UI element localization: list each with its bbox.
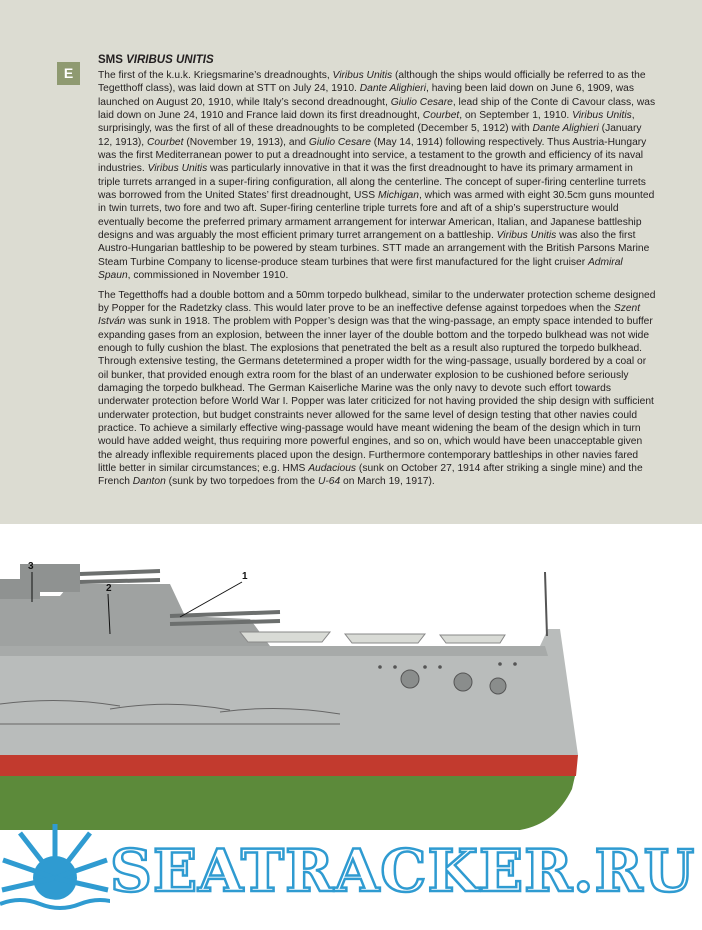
text-run: , on September 1, 1910. [459,110,573,122]
text-run: was also the first Austro-Hungarian battleship to be powered by steam turbines. STT made an arrangement with the British Parsons Marine Steam Turbine Company to license-produce steam turbines that were first manufactured for the light cruiser [98,230,650,268]
text-run: (sunk on October 27, 1914 after striking a single mine) and the French [98,462,643,488]
plate-title [98,52,656,68]
italic-run: Szent István [98,302,641,328]
paragraph-2 [98,289,656,489]
italic-run: Courbet [422,110,460,122]
italic-run: Giulio Cesare [308,136,371,148]
text-run: (although the ships would officially be referred to as the Tegetthoff class), was laid down at STT on July 24, 1910. [98,70,646,95]
text-run: , which was armed with eight 30.5cm guns mounted in twin turrets, two fore and two aft. Super-firing centerline triple turrets fore and aft of a ship’s superstructure would eventually become the preferred primary armament arrangement for interwar American, Italian, and Japanese battleship designs and was arguably the most efficient primary turret arrangement on a battleship. [98,190,655,242]
italic-run: Dante Alighieri [532,123,599,135]
italic-run: Courbet [147,136,184,148]
ships-boat [240,632,330,642]
boot-topping-stripe [0,755,578,776]
italic-run: Admiral Spaun [98,256,623,282]
sun-logo-icon [0,818,110,925]
italic-run: U-64 [317,476,341,488]
plate-letter-badge: E [57,62,80,85]
callout-2: 2 [106,583,112,594]
italic-run: Danton [132,476,166,488]
text-run: , lead ship of the Conte di Cavour class, was laid down on June 24, 1910 and France laid down its first dreadnought, [98,96,656,122]
watermark-text: SEATRACKER.RU [110,837,696,905]
text-run: The first of the k.u.k. Kriegsmarine’s dreadnoughts, [98,70,333,81]
watermark [0,818,702,925]
callout-3: 3 [28,561,34,572]
text-run: on March 19, 1917). [340,476,435,488]
italic-run: Michigan [377,190,419,202]
text-run: , commissioned in November 1910. [127,270,289,282]
title-ship-name: VIRIBUS UNITIS [126,54,214,66]
callout-1: 1 [242,571,248,582]
gun-barrel [80,571,160,574]
italic-run: Dante Alighieri [359,83,426,95]
anchor-hawse [401,670,419,688]
jackstaff [545,572,547,636]
italic-run: Viribus Unitis [332,70,393,81]
text-run: (May 14, 1914) following respectively. Thus Austria-Hungary was the first Mediterranean power to put a dreadnought into service, a testament to the growth and efficiency of its naval industries. [98,136,647,175]
text-run: , having been laid down on June 6, 1909, was launched on August 20, 1910, while Italy’s second dreadnought, [98,83,634,108]
italic-run: Giulio Cesare [390,96,453,108]
plate-text-column [98,52,656,495]
italic-run: Viribus Unitis [572,110,632,122]
text-run: (January 12, 1913), [98,123,642,148]
text-run: (November 19, 1913), and [183,136,309,148]
italic-run: Audacious [308,462,357,474]
text-run: , surprisingly, was the first of all of these dreadnoughts to be completed (December 5, 1912) with [98,110,635,135]
text-run: was particularly innovative in that it was the first dreadnought to have its primary armament in triple turrets arranged in a super-firing configuration, all along the centerline. The concept of super-firing centerline turrets was borrowed from the United States’ first dreadnought, USS [98,163,646,202]
text-run: was sunk in 1918. The problem with Popper’s design was that the wing-passage, an empty space intended to buffer expanding gases from an explosion, between the inner layer of the double bottom and the torpedo bulkhead was not wide enough to fully cushion the blast. The explosions that penetrated the belt as a result also ruptured the torpedo bulkhead. Through extensive testing, the Germans detetermined a proper width for the wing-passage, usually bordered by a coal or oil bunker, that provided enough extra room for the blast of an underwater explosion to be cushioned before seriously damaging the torpedo bulkhead. The German Kaiserliche Marine was the only navy to devote such effort towards underwater protection before World War I. Popper was later criticized for not having provided the ship design with sufficient underwater protection, but budget constraints never allowed for the same level of design testing that other navies could practice. To achieve a similarly effective wing-passage would have meant widening the beam of the design which in turn would have added weight, thus requiring more powerful engines, and so on, which would have been unacceptable given the already inflexible requirements placed upon the design. Furthermore contemporary battleships in other navies fared little better in similar circumstances; e.g. HMS [98,316,654,474]
text-run: (sunk by two torpedoes from the [165,476,318,488]
paragraph-1 [98,69,656,283]
title-prefix: SMS [98,54,127,66]
text-run: The Tegetthoffs had a double bottom and a 50mm torpedo bulkhead, similar to the underwater protection scheme designed by Popper for the Radetzky class. This would later prove to be an ineffective defense against torpedoes when the [98,289,656,314]
italic-run: Viribus Unitis [147,163,208,175]
italic-run: Viribus Unitis [496,230,557,242]
